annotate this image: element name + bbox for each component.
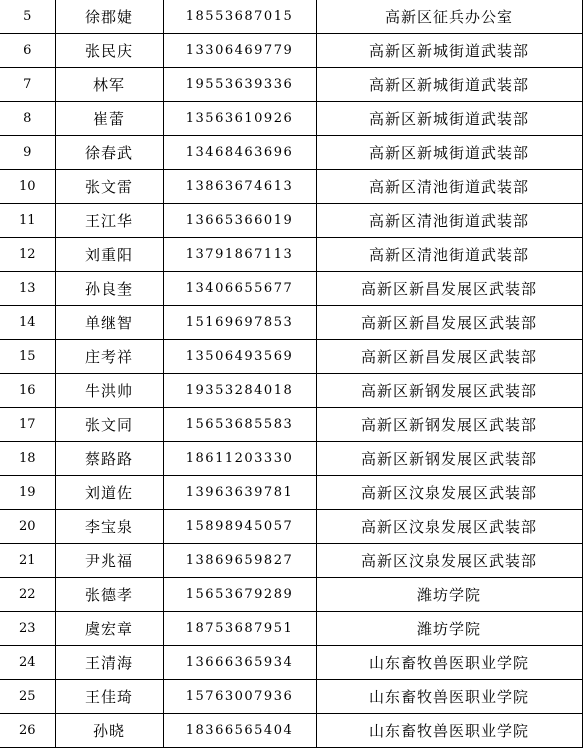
phone-number-cell: 13963639781 (163, 476, 316, 510)
phone-number-cell: 13406655677 (163, 272, 316, 306)
person-name-cell: 王佳琦 (55, 680, 163, 714)
person-name-cell: 张民庆 (55, 34, 163, 68)
person-name-cell: 尹兆福 (55, 544, 163, 578)
row-number-cell: 11 (0, 204, 55, 238)
phone-number-cell: 13791867113 (163, 238, 316, 272)
row-number-cell: 8 (0, 102, 55, 136)
person-name-cell: 徐郡婕 (55, 0, 163, 34)
row-number-cell: 10 (0, 170, 55, 204)
phone-number-cell: 15898945057 (163, 510, 316, 544)
row-number-cell: 13 (0, 272, 55, 306)
table-row (0, 238, 582, 272)
unit-name-cell: 潍坊学院 (316, 612, 582, 646)
unit-name-cell: 高新区汶泉发展区武装部 (316, 476, 582, 510)
row-number-cell: 26 (0, 714, 55, 748)
phone-number-cell: 15169697853 (163, 306, 316, 340)
table-row (0, 544, 582, 578)
phone-number-cell: 15653679289 (163, 578, 316, 612)
person-name-cell: 林军 (55, 68, 163, 102)
phone-number-cell: 13506493569 (163, 340, 316, 374)
table-row (0, 0, 582, 34)
phone-number-cell: 13468463696 (163, 136, 316, 170)
person-name-cell: 庄考祥 (55, 340, 163, 374)
table-row (0, 408, 582, 442)
unit-name-cell: 高新区新钢发展区武装部 (316, 374, 582, 408)
unit-name-cell: 潍坊学院 (316, 578, 582, 612)
unit-name-cell: 高新区征兵办公室 (316, 0, 582, 34)
phone-number-cell: 13665366019 (163, 204, 316, 238)
person-name-cell: 李宝泉 (55, 510, 163, 544)
row-number-cell: 5 (0, 0, 55, 34)
unit-name-cell: 高新区汶泉发展区武装部 (316, 544, 582, 578)
row-number-cell: 25 (0, 680, 55, 714)
row-number-cell: 14 (0, 306, 55, 340)
row-number-cell: 20 (0, 510, 55, 544)
unit-name-cell: 高新区新昌发展区武装部 (316, 340, 582, 374)
person-name-cell: 牛洪帅 (55, 374, 163, 408)
person-name-cell: 刘道佐 (55, 476, 163, 510)
phone-number-cell: 18553687015 (163, 0, 316, 34)
unit-name-cell: 山东畜牧兽医职业学院 (316, 714, 582, 748)
table-row (0, 136, 582, 170)
person-name-cell: 王清海 (55, 646, 163, 680)
table-row (0, 442, 582, 476)
person-name-cell: 张文同 (55, 408, 163, 442)
unit-name-cell: 高新区新城街道武装部 (316, 34, 582, 68)
row-number-cell: 21 (0, 544, 55, 578)
phone-number-cell: 19553639336 (163, 68, 316, 102)
row-number-cell: 23 (0, 612, 55, 646)
unit-name-cell: 高新区清池街道武装部 (316, 170, 582, 204)
table-row (0, 612, 582, 646)
unit-name-cell: 高新区新城街道武装部 (316, 136, 582, 170)
unit-name-cell: 高新区清池街道武装部 (316, 204, 582, 238)
phone-number-cell: 15763007936 (163, 680, 316, 714)
table-row (0, 272, 582, 306)
row-number-cell: 15 (0, 340, 55, 374)
row-number-cell: 18 (0, 442, 55, 476)
phone-number-cell: 13563610926 (163, 102, 316, 136)
row-number-cell: 16 (0, 374, 55, 408)
row-number-cell: 9 (0, 136, 55, 170)
unit-name-cell: 高新区新昌发展区武装部 (316, 272, 582, 306)
table-row (0, 714, 582, 748)
person-name-cell: 王江华 (55, 204, 163, 238)
unit-name-cell: 高新区新昌发展区武装部 (316, 306, 582, 340)
table-row (0, 204, 582, 238)
row-number-cell: 7 (0, 68, 55, 102)
row-number-cell: 6 (0, 34, 55, 68)
row-number-cell: 12 (0, 238, 55, 272)
table-row (0, 68, 582, 102)
table-row (0, 476, 582, 510)
table-row (0, 170, 582, 204)
unit-name-cell: 高新区清池街道武装部 (316, 238, 582, 272)
unit-name-cell: 高新区新城街道武装部 (316, 102, 582, 136)
table-row (0, 306, 582, 340)
table-row (0, 578, 582, 612)
person-name-cell: 孙良奎 (55, 272, 163, 306)
phone-number-cell: 13306469779 (163, 34, 316, 68)
table-row (0, 340, 582, 374)
person-name-cell: 虞宏章 (55, 612, 163, 646)
phone-number-cell: 15653685583 (163, 408, 316, 442)
table-row (0, 102, 582, 136)
phone-number-cell: 13666365934 (163, 646, 316, 680)
unit-name-cell: 山东畜牧兽医职业学院 (316, 680, 582, 714)
phone-number-cell: 13869659827 (163, 544, 316, 578)
row-number-cell: 19 (0, 476, 55, 510)
person-name-cell: 孙晓 (55, 714, 163, 748)
phone-number-cell: 18753687951 (163, 612, 316, 646)
phone-number-cell: 13863674613 (163, 170, 316, 204)
row-number-cell: 24 (0, 646, 55, 680)
person-name-cell: 崔蕾 (55, 102, 163, 136)
unit-name-cell: 高新区汶泉发展区武装部 (316, 510, 582, 544)
unit-name-cell: 高新区新钢发展区武装部 (316, 408, 582, 442)
row-number-cell: 17 (0, 408, 55, 442)
phone-number-cell: 18611203330 (163, 442, 316, 476)
person-name-cell: 刘重阳 (55, 238, 163, 272)
person-name-cell: 张德孝 (55, 578, 163, 612)
unit-name-cell: 高新区新城街道武装部 (316, 68, 582, 102)
person-name-cell: 张文雷 (55, 170, 163, 204)
unit-name-cell: 山东畜牧兽医职业学院 (316, 646, 582, 680)
person-name-cell: 蔡路路 (55, 442, 163, 476)
table-row (0, 34, 582, 68)
table-row (0, 374, 582, 408)
phone-number-cell: 19353284018 (163, 374, 316, 408)
row-number-cell: 22 (0, 578, 55, 612)
person-name-cell: 单继智 (55, 306, 163, 340)
person-name-cell: 徐春武 (55, 136, 163, 170)
table-row (0, 646, 582, 680)
table-row (0, 680, 582, 714)
unit-name-cell: 高新区新钢发展区武装部 (316, 442, 582, 476)
phone-number-cell: 18366565404 (163, 714, 316, 748)
table-row (0, 510, 582, 544)
